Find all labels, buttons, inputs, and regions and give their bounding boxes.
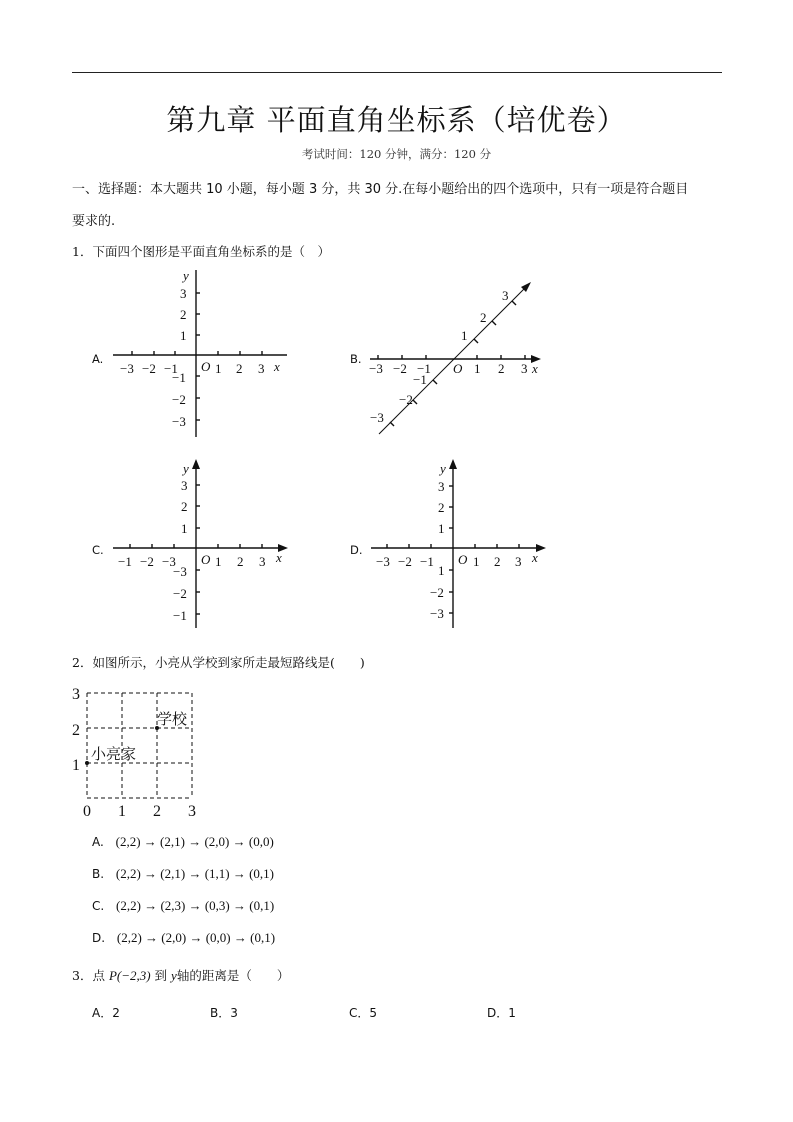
y-tick-label: 3	[181, 478, 188, 493]
option-label: D.	[92, 931, 106, 945]
option-value: 2	[112, 1006, 120, 1020]
q1-option-b-label[interactable]: B.	[350, 352, 362, 366]
oblique-tick-label: 2	[480, 310, 487, 325]
option-label: A.	[92, 835, 104, 849]
school-label: 学校	[157, 710, 188, 728]
oblique-tick-label: 1	[461, 328, 468, 343]
x-tick-label: −1	[417, 361, 431, 376]
x-tick-label: 1	[474, 361, 481, 376]
q1-option-a-label[interactable]: A.	[92, 352, 104, 366]
x-tick-label: 1	[215, 554, 222, 569]
x-tick-label: 2	[494, 554, 501, 569]
q1-graph-d	[368, 458, 553, 630]
x-tick-label: 3	[259, 554, 266, 569]
y-tick-label: 1	[181, 521, 188, 536]
y-arrow-icon	[192, 459, 200, 469]
question-3-stem	[72, 966, 289, 984]
q3-option-a[interactable]	[92, 1004, 120, 1021]
option-label: B.	[92, 867, 105, 881]
option-text: (2,2) → (2,1) → (1,1) → (0,1)	[115, 866, 275, 881]
x-tick-label: 1	[118, 803, 126, 820]
y-tick-label: −1	[172, 370, 186, 385]
stem-mid: 到	[154, 968, 168, 983]
x-tick-label: 3	[188, 803, 196, 820]
question-2-stem: 2．如图所示，小亮从学校到家所走最短路线是( )	[72, 655, 365, 670]
y-axis-name: y	[183, 268, 189, 283]
axis-name: y	[171, 968, 177, 983]
option-label: D．	[487, 1006, 509, 1020]
x-tick-label: −1	[118, 554, 132, 569]
page-title: 第九章 平面直角坐标系（培优卷）	[166, 103, 627, 137]
q1-graph-c	[110, 458, 295, 630]
y-tick-label: 2	[180, 307, 187, 322]
option-text: (2,2) → (2,1) → (2,0) → (0,0)	[115, 834, 274, 849]
y-tick-label: −2	[173, 586, 187, 601]
x-tick-label: −2	[398, 554, 412, 569]
origin-label: O	[201, 552, 211, 567]
option-value: 3	[230, 1006, 238, 1020]
option-value: 5	[369, 1006, 378, 1020]
q2-option-c[interactable]	[92, 898, 274, 914]
option-label: C.	[92, 899, 105, 913]
point-expression: P(−2,3)	[108, 968, 151, 983]
origin-label: O	[453, 361, 463, 376]
origin-label: O	[201, 359, 211, 374]
x-tick-label: −3	[369, 361, 383, 376]
x-tick-label: −2	[140, 554, 154, 569]
y-tick-label: 1	[72, 757, 80, 774]
header-rule	[72, 72, 722, 73]
q2-option-d[interactable]	[92, 930, 275, 946]
y-axis-name: y	[440, 461, 446, 476]
y-tick-label: 3	[180, 286, 187, 301]
home-point	[85, 761, 89, 765]
section-heading-line1: 一、选择题：本大题共 10 小题，每小题 3 分，共 30 分.在每小题给出的四个选项中，只有一项是符合题目	[72, 182, 689, 197]
q2-option-a[interactable]	[92, 834, 274, 850]
q3-option-b[interactable]	[210, 1004, 238, 1021]
x-tick-label: −3	[120, 361, 134, 376]
oblique-axis	[379, 286, 527, 434]
oblique-tick-label: −1	[413, 372, 427, 387]
x-tick-label: 3	[258, 361, 265, 376]
question-1-stem: 1．下面四个图形是平面直角坐标系的是（ ）	[72, 244, 330, 259]
x-tick-label: 2	[237, 554, 244, 569]
y-tick-label: −1	[173, 608, 187, 623]
x-axis-name: x	[532, 550, 538, 565]
x-tick-label: −1	[420, 554, 434, 569]
option-text: (2,2) → (2,3) → (0,3) → (0,1)	[116, 898, 275, 913]
option-label: C．	[349, 1006, 370, 1020]
x-tick-label: 2	[236, 361, 243, 376]
x-tick-label: 2	[498, 361, 505, 376]
option-label: A．	[92, 1006, 113, 1020]
stem-suffix: 轴的距离是（ ）	[176, 968, 290, 983]
y-tick-label: 3	[438, 479, 445, 494]
x-axis-name: x	[532, 361, 538, 376]
q1-graph-b	[365, 278, 550, 438]
y-arrow-icon	[449, 459, 457, 469]
q3-option-c[interactable]	[349, 1004, 377, 1021]
oblique-tick-label: 3	[502, 288, 509, 303]
option-label: B．	[210, 1006, 231, 1020]
q3-option-d[interactable]	[487, 1004, 516, 1021]
q1-graph-a	[110, 265, 295, 440]
y-tick-label: −3	[173, 564, 187, 579]
x-tick-label: 1	[215, 361, 222, 376]
option-text: (2,2) → (2,0) → (0,0) → (0,1)	[116, 930, 276, 945]
x-tick-label: 0	[83, 803, 91, 820]
y-tick-label: 3	[72, 686, 80, 703]
q1-option-d-label[interactable]: D.	[350, 543, 363, 557]
x-tick-label: −3	[162, 554, 176, 569]
y-tick-label: 1	[438, 521, 445, 536]
y-tick-label: 2	[438, 500, 445, 515]
exam-info: 考试时间：120 分钟，满分：120 分	[301, 147, 492, 161]
option-value: 1	[508, 1006, 516, 1020]
oblique-tick-label: −2	[399, 392, 413, 407]
x-tick-label: 3	[521, 361, 528, 376]
y-tick-label: 1	[438, 563, 445, 578]
x-axis-name: x	[276, 550, 282, 565]
oblique-tick-label: −3	[370, 410, 384, 425]
q1-option-c-label[interactable]: C.	[92, 543, 104, 557]
home-label: 小亮家	[91, 745, 137, 763]
y-tick-label: −3	[430, 606, 444, 621]
origin-label: O	[458, 552, 468, 567]
x-tick-label: −2	[393, 361, 407, 376]
x-axis-name: x	[274, 359, 280, 374]
x-tick-label: 1	[473, 554, 480, 569]
q2-grid-diagram	[64, 684, 204, 824]
y-tick-label: 2	[181, 499, 188, 514]
x-tick-label: 3	[515, 554, 522, 569]
x-tick-label: −1	[164, 361, 178, 376]
x-tick-label: −2	[142, 361, 156, 376]
section-heading-line2: 要求的.	[72, 214, 116, 229]
y-tick-label: −3	[172, 414, 186, 429]
x-tick-label: 2	[153, 803, 161, 820]
stem-prefix: 3．点	[72, 968, 105, 983]
y-tick-label: 1	[180, 328, 187, 343]
y-tick-label: 2	[72, 722, 80, 739]
y-tick-label: −2	[430, 585, 444, 600]
q2-option-b[interactable]	[92, 866, 274, 882]
x-tick-label: −3	[376, 554, 390, 569]
y-axis-name: y	[183, 461, 189, 476]
y-tick-label: −2	[172, 392, 186, 407]
